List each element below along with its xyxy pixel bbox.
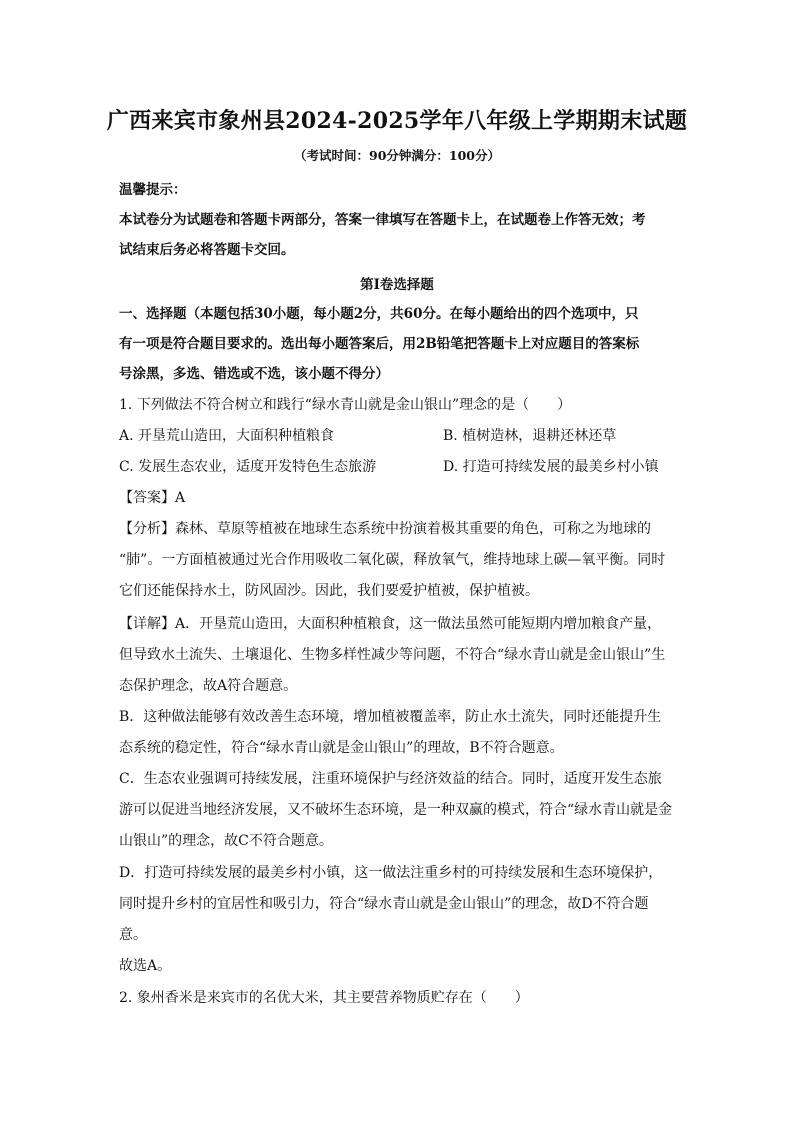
option-d: D. 打造可持续发展的最美乡村小镇 bbox=[443, 459, 659, 475]
detail-line: 游可以促进当地经济发展，又不破坏生态环境，是一种双赢的模式，符合“绿水青山就是金 bbox=[119, 802, 673, 818]
section-instructions: 号涂黑，多选、错选或不选，该小题不得分） bbox=[119, 366, 389, 382]
notice-heading: 温馨提示： bbox=[119, 182, 187, 198]
section-instructions: 一、选择题（本题包括30小题，每小题2分，共60分。在每小题给出的四个选项中，只 bbox=[119, 306, 639, 322]
detail-line: 态保护理念，故A符合题意。 bbox=[119, 678, 298, 694]
question-2-stem: 2. 象州香米是来宾市的名优大米，其主要营养物质贮存在（ ） bbox=[119, 990, 529, 1006]
section-instructions: 有一项是符合题目要求的。选出每小题答案后，用2B铅笔把答题卡上对应题目的答案标 bbox=[119, 336, 640, 352]
detail-line: B．这种做法能够有效改善生态环境，增加植被覆盖率，防止水土流失，同时还能提升生 bbox=[119, 709, 662, 725]
detail-line: 但导致水土流失、土壤退化、生物多样性减少等问题，不符合“绿水青山就是金山银山”生 bbox=[119, 647, 666, 663]
conclusion-line: 故选A。 bbox=[119, 958, 172, 974]
detail-line: 同时提升乡村的宜居性和吸引力，符合“绿水青山就是金山银山”的理念，故D不符合题 bbox=[119, 896, 649, 912]
detail-line: 态系统的稳定性，符合“绿水青山就是金山银山”的理故，B不符合题意。 bbox=[119, 740, 564, 756]
notice-line: 试结束后务必将答题卡交回。 bbox=[119, 242, 295, 258]
analysis-line: 它们还能保持水土，防风固沙。因此，我们要爱护植被，保护植被。 bbox=[119, 583, 539, 599]
notice-line: 本试卷分为试题卷和答题卡两部分，答案一律填写在答题卡上，在试题卷上作答无效；考 bbox=[119, 212, 646, 228]
exam-time-note: （考试时间：90分钟满分：100分） bbox=[294, 148, 500, 163]
detail-line: C．生态农业强调可持续发展，注重环境保护与经济效益的结合。同时，适度开发生态旅 bbox=[119, 771, 662, 787]
detail-line: 【详解】A．开垦荒山造田，大面积种植粮食，这一做法虽然可能短期内增加粮食产量， bbox=[119, 616, 662, 632]
section-title: 第Ⅰ卷选择题 bbox=[360, 277, 434, 293]
analysis-line: “肺”。一方面植被通过光合作用吸收二氧化碳，释放氧气，维持地球上碳—氧平衡。同时 bbox=[119, 552, 666, 568]
page-title: 广西来宾市象州县2024-2025学年八年级上学期期末试题 bbox=[106, 108, 688, 134]
detail-line: D．打造可持续发展的最美乡村小镇，这一做法注重乡村的可持续发展和生态环境保护， bbox=[119, 865, 663, 881]
question-1-stem: 1. 下列做法不符合树立和践行“绿水青山就是金山银山”理念的是（ ） bbox=[119, 397, 572, 413]
analysis-line: 【分析】森林、草原等植被在地球生态系统中扮演着极其重要的角色，可称之为地球的 bbox=[119, 521, 651, 537]
detail-line: 意。 bbox=[119, 927, 147, 943]
option-b: B. 植树造林，退耕还林还草 bbox=[443, 428, 617, 444]
detail-line: 山银山”的理念，故C不符合题意。 bbox=[119, 833, 333, 849]
option-a: A. 开垦荒山造田，大面积种植粮食 bbox=[119, 428, 335, 444]
option-c: C. 发展生态农业，适度开发特色生态旅游 bbox=[119, 459, 377, 475]
answer-line: 【答案】A bbox=[119, 490, 186, 506]
